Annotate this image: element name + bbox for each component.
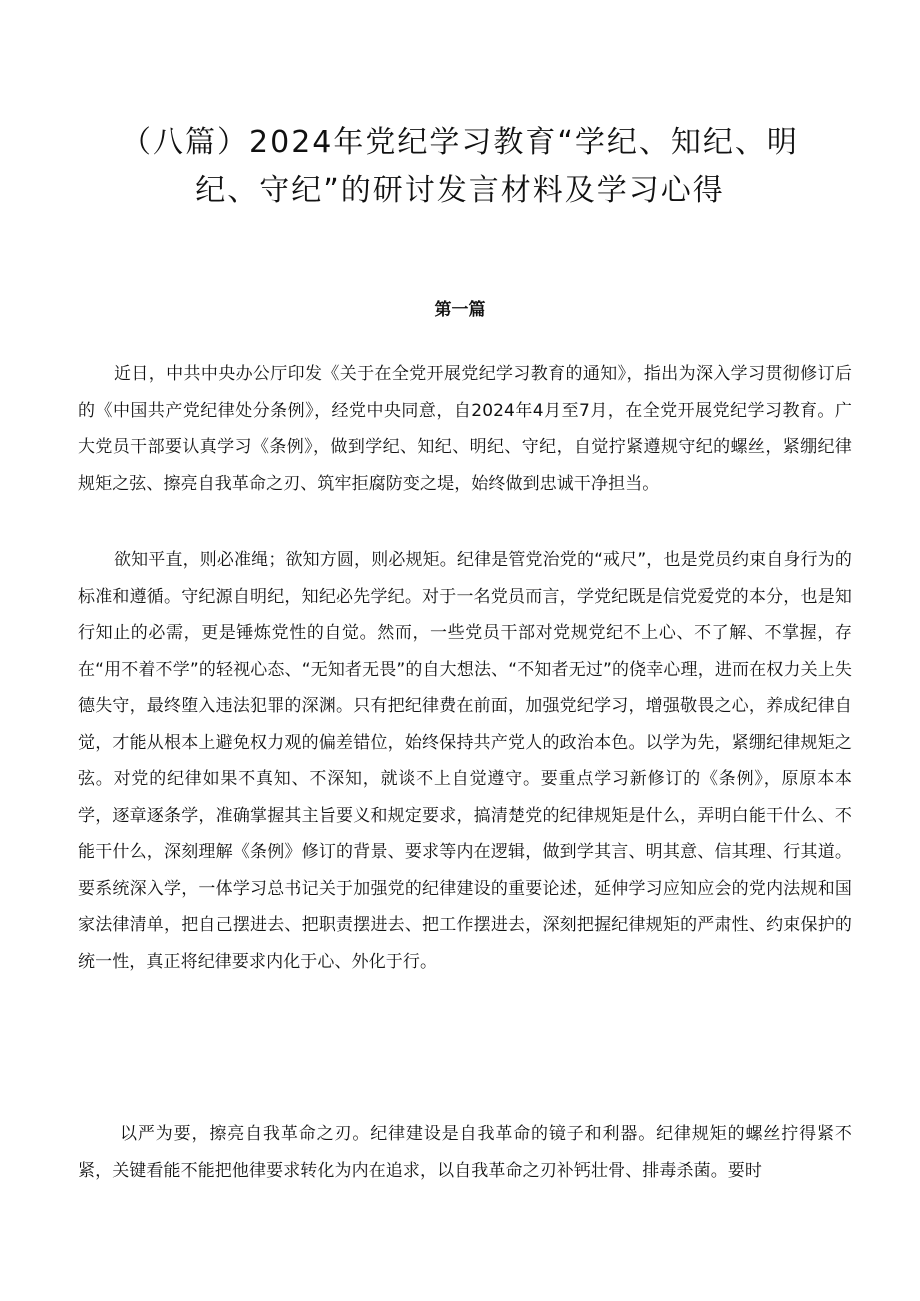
body-paragraph-1: 近日，中共中央办公厅印发《关于在全党开展党纪学习教育的通知》，指出为深入学习贯彻修订后的《中国共产党纪律处分条例》，经党中央同意，自2024年4月至7月，在全党开展党纪学习教育。广大党员干部要认真学习《条例》，做到学纪、知纪、明纪、守纪，自觉拧紧遵规守纪的螺丝，紧绷纪律规矩之弦、擦亮自我革命之刃、筑牢拒腐防变之堤，始终做到忠诚干净担当。 (78, 364, 852, 494)
body-paragraph-2: 欲知平直，则必准绳；欲知方圆，则必规矩。纪律是管党治党的“戒尺”，也是党员约束自身行为的标准和遵循。守纪源自明纪，知纪必先学纪。对于一名党员而言，学党纪既是信党爱党的本分，也是知行知止的必需，更是锤炼党性的自觉。然而，一些党员干部对党规党纪不上心、不了解、不掌握，存在“用不着不学”的轻视心态、“无知者无畏”的自大想法、“不知者无过”的侥幸心理，进而在权力关上失德失守，最终堕入违法犯罪的深渊。只有把纪律费在前面，加强党纪学习，增强敬畏之心，养成纪律自觉，才能从根本上避免权力观的偏差错位，始终保持共产党人的政治本色。以学为先，紧绷纪律规矩之弦。对党的纪律如果不真知、不深知，就谈不上自觉遵守。要重点学习新修订的《条例》，原原本本学，逐章逐条学，准确掌握其主旨要义和规定要求，搞清楚党的纪律规矩是什么，弄明白能干什么、不能干什么，深刻理解《条例》修订的背景、要求等内在逻辑，做到学其言、明其意、信其理、行其道。要系统深入学，一体学习总书记关于加强党的纪律建设的重要论述，延伸学习应知应会的党内法规和国家法律清单，把自己摆进去、把职责摆进去、把工作摆进去，深刻把握纪律规矩的严肃性、约束保护的统一性，真正将纪律要求内化于心、外化于行。 (78, 550, 852, 972)
body-paragraph-3: 以严为要，擦亮自我革命之刃。纪律建设是自我革命的镜子和利器。纪律规矩的螺丝拧得紧不紧，关键看能不能把他律要求转化为内在追求，以自我革命之刃补钙壮骨、排毒杀菌。要时 (78, 1124, 852, 1181)
document-title-line-1: （八篇）2024年党纪学习教育“学纪、知纪、明 (121, 125, 799, 160)
section-heading: 第一篇 (434, 300, 486, 320)
document-title-line-2: 纪、守纪”的研讨发言材料及学习心得 (195, 173, 725, 208)
